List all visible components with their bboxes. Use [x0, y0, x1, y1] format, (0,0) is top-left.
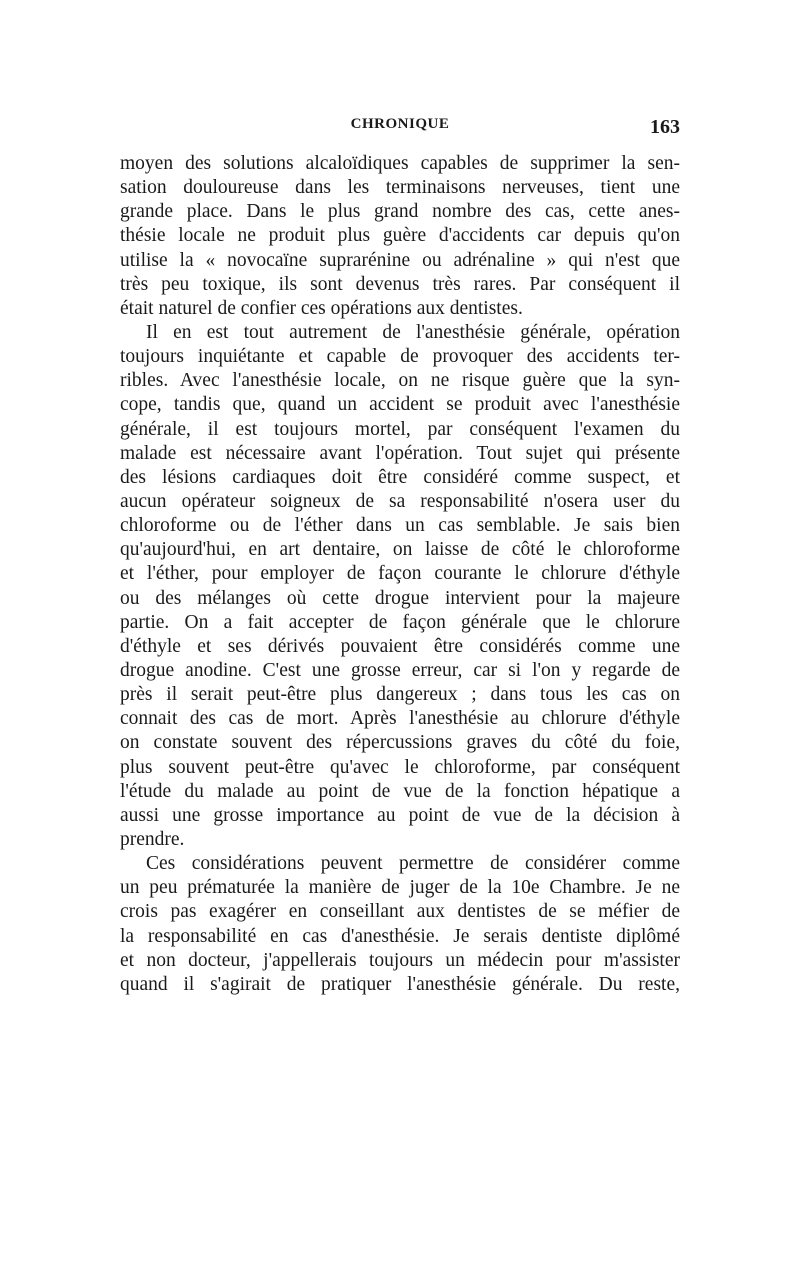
running-title: CHRONIQUE — [350, 116, 450, 132]
text-line: ribles. Avec l'anesthésie locale, on ne risque guère que la syn- — [120, 370, 680, 392]
text-line: utilise la « novocaïne suprarénine ou adrénaline » qui n'est que — [120, 249, 680, 271]
text-line: sation douloureuse dans les terminaisons nerveuses, tient une — [120, 177, 680, 199]
paragraph — [120, 152, 680, 321]
text-line: partie. On a fait accepter de façon générale que le chlorure — [120, 611, 680, 633]
page-number: 163 — [650, 116, 680, 138]
text-line: aussi une grosse importance au point de vue de la décision à — [120, 804, 680, 826]
text-line: grande place. Dans le plus grand nombre des cas, cette anes- — [120, 201, 680, 223]
text-line: malade est nécessaire avant l'opération. Tout sujet qui présente — [120, 442, 680, 464]
text-line: drogue anodine. C'est une grosse erreur, car si l'on y regarde de — [120, 659, 680, 681]
text-line: crois pas exagérer en conseillant aux dentistes de se méfier de — [120, 901, 680, 923]
text-line: on constate souvent des répercussions graves du côté du foie, — [120, 732, 680, 754]
text-line: générale, il est toujours mortel, par conséquent l'examen du — [120, 418, 680, 440]
text-line: très peu toxique, ils sont devenus très rares. Par conséquent il — [120, 273, 680, 295]
text-line: chloroforme ou de l'éther dans un cas semblable. Je sais bien — [120, 515, 680, 537]
page-header — [120, 116, 680, 140]
paragraph — [120, 321, 680, 852]
text-line: était naturel de confier ces opérations aux dentistes. — [120, 297, 523, 319]
text-line: Il en est tout autrement de l'anesthésie générale, opération — [146, 321, 680, 343]
text-line: connait des cas de mort. Après l'anesthésie au chlorure d'éthyle — [120, 708, 680, 730]
text-line: cope, tandis que, quand un accident se produit avec l'anesthésie — [120, 394, 680, 416]
text-line: des lésions cardiaques doit être considéré comme suspect, et — [120, 466, 680, 488]
body-text — [120, 152, 680, 997]
text-line: et l'éther, pour employer de façon courante le chlorure d'éthyle — [120, 563, 680, 585]
text-line: un peu prématurée la manière de juger de la 10e Chambre. Je ne — [120, 877, 680, 899]
text-line: Ces considérations peuvent permettre de considérer comme — [146, 853, 680, 875]
text-line: aucun opérateur soigneux de sa responsabilité n'osera user du — [120, 490, 680, 512]
text-line: prendre. — [120, 828, 185, 850]
text-line: plus souvent peut-être qu'avec le chloroforme, par conséquent — [120, 756, 680, 778]
text-line: et non docteur, j'appellerais toujours un médecin pour m'assister — [120, 949, 680, 971]
text-line: moyen des solutions alcaloïdiques capables de supprimer la sen- — [120, 153, 680, 174]
text-line: l'étude du malade au point de vue de la fonction hépatique a — [120, 780, 680, 802]
text-line: thésie locale ne produit plus guère d'accidents car depuis qu'on — [120, 225, 680, 247]
text-line: toujours inquiétante et capable de provoquer des accidents ter- — [120, 346, 680, 368]
text-line: ou des mélanges où cette drogue intervient pour la majeure — [120, 587, 680, 609]
text-line: quand il s'agirait de pratiquer l'anesthésie générale. Du reste, — [120, 973, 680, 995]
text-line: d'éthyle et ses dérivés pouvaient être considérés comme une — [120, 635, 680, 657]
paragraph — [120, 852, 680, 997]
text-line: près il serait peut-être plus dangereux ; dans tous les cas on — [120, 684, 680, 706]
text-line: qu'aujourd'hui, en art dentaire, on laisse de côté le chloroforme — [120, 539, 680, 561]
text-line: la responsabilité en cas d'anesthésie. Je serais dentiste diplômé — [120, 925, 680, 947]
